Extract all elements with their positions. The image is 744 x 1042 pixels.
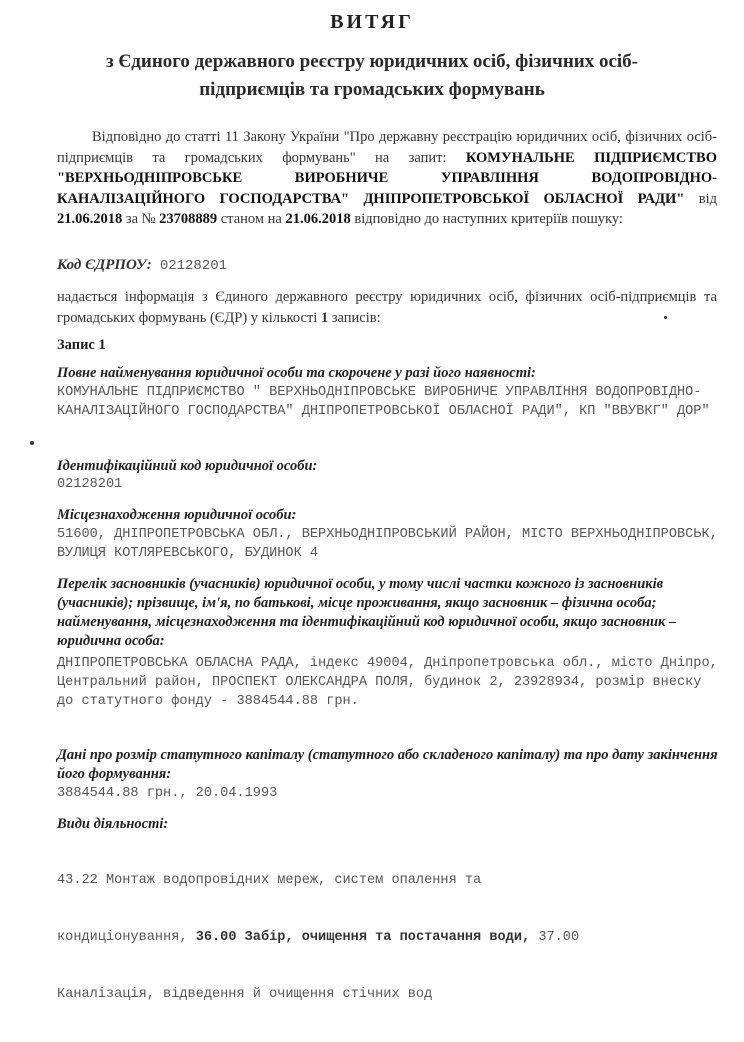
intro-from-label: від (684, 190, 717, 207)
activity-line-2-main: 36.00 Забір, очищення та постачання води, (195, 930, 531, 945)
document-subtitle: з Єдиного державного реєстру юридичних осіб, фізичних осіб-підприємців та громадських формувань (105, 51, 639, 100)
edrpou-value: 02128201 (159, 258, 228, 274)
scan-dot-mark (30, 441, 34, 445)
provided-text-part2: записів: (328, 309, 381, 326)
id-code-label: Ідентифікаційний код юридичної особи: (57, 458, 318, 474)
as-of-date: 21.06.2018 (285, 211, 351, 227)
activity-line-1: 43.22 Монтаж водопровідних мереж, систем опалення та (57, 873, 482, 888)
full-name-label: Повне найменування юридичної особи та скорочене у разі його наявності: (57, 365, 536, 381)
intro-paragraph (57, 127, 717, 230)
provided-text-part1: надається інформація з Єдиного державного реєстру юридичних осіб, фізичних осіб-підприємців та громадських формувань (ЄДР) у кількості (57, 289, 717, 326)
location-label: Місцезнаходження юридичної особи: (57, 507, 297, 523)
activity-line-2 (57, 928, 722, 947)
edrpou-criterion (57, 257, 227, 274)
request-date: 21.06.2018 (57, 211, 123, 227)
capital-value: 3884544.88 грн., 20.04.1993 (57, 786, 278, 801)
activities-value (57, 833, 722, 1042)
intro-number-label: за № (122, 211, 160, 227)
founders-value: ДНІПРОПЕТРОВСЬКА ОБЛАСНА РАДА, індекс 49004, Дніпропетровська обл., місто Дніпро, Центральний район, ПРОСПЕКТ ОЛЕКСАНДРА ПОЛЯ, будинок 2, 23928934, розмір внеску до статутного фонду - 3884544.88 грн. (57, 656, 726, 709)
record-heading: Запис 1 (57, 337, 106, 353)
id-code-value: 02128201 (57, 477, 123, 492)
requester-name: КОМУНАЛЬНЕ ПІДПРИЄМСТВО "ВЕРХНЬОДНІПРОВСЬКЕ ВИРОБНИЧЕ УПРАВЛІННЯ ВОДОПРОВІДНО-КАНАЛІЗАЦІЙНОГО ГОСПОДАРСТВА" ДНІПРОПЕТРОВСЬКОЇ ОБЛАСНОЇ РАДИ" (57, 149, 717, 207)
intro-as-of-label: станом на (217, 211, 286, 227)
scan-dot-mark (664, 316, 667, 319)
activity-line-2-start: кондиціонування, (57, 930, 196, 945)
founders-label: Перелік засновників (учасників) юридичної особи, у тому числі частки кожного із засновників (учасників); прізвище, ім'я, по батькові, місце проживання, якщо засновник – фізична особа; найменування, місцезнаходження та ідентифікаційний код юридичної особи, якщо засновник – юридична особа: (57, 576, 677, 649)
records-count: 1 (320, 309, 329, 326)
request-number: 23708889 (159, 211, 218, 227)
activities-label: Види діяльності: (57, 816, 169, 832)
intro-text-part2: відповідно до наступних критеріїв пошуку: (350, 211, 623, 227)
location-value: 51600, ДНІПРОПЕТРОВСЬКА ОБЛ., ВЕРХНЬОДНІПРОВСЬКИЙ РАЙОН, МІСТО ВЕРХНЬОДНІПРОВСЬК, ВУЛИЦЯ КОТЛЯРЕВСЬКОГО, БУДИНОК 4 (57, 527, 726, 561)
capital-label: Дані про розмір статутного капіталу (статутного або складеного капіталу) та про дату закінчення його формування: (57, 747, 718, 782)
document-title: ВИТЯГ (330, 11, 414, 33)
activity-line-2-end: 37.00 (530, 930, 580, 945)
full-name-value: КОМУНАЛЬНЕ ПІДПРИЄМСТВО " ВЕРХНЬОДНІПРОВСЬКЕ ВИРОБНИЧЕ УПРАВЛІННЯ ВОДОПРОВІДНО-КАНАЛІЗАЦІЙНОГО ГОСПОДАРСТВА" ДНІПРОПЕТРОВСЬКОЇ ОБЛАСНОЇ РАДИ", КП "ВВУВКГ" ДОР" (57, 385, 710, 419)
activity-line-3: Каналізація, відведення й очищення стічних вод (57, 987, 433, 1002)
intro-text-part1: Відповідно до статті 11 Закону України "Про державну реєстрацію юридичних осіб, фізичних осіб-підприємців та громадських формувань" на запит: (57, 129, 717, 166)
provided-info-paragraph (57, 287, 717, 328)
edrpou-label: Код ЄДРПОУ: (57, 257, 152, 273)
